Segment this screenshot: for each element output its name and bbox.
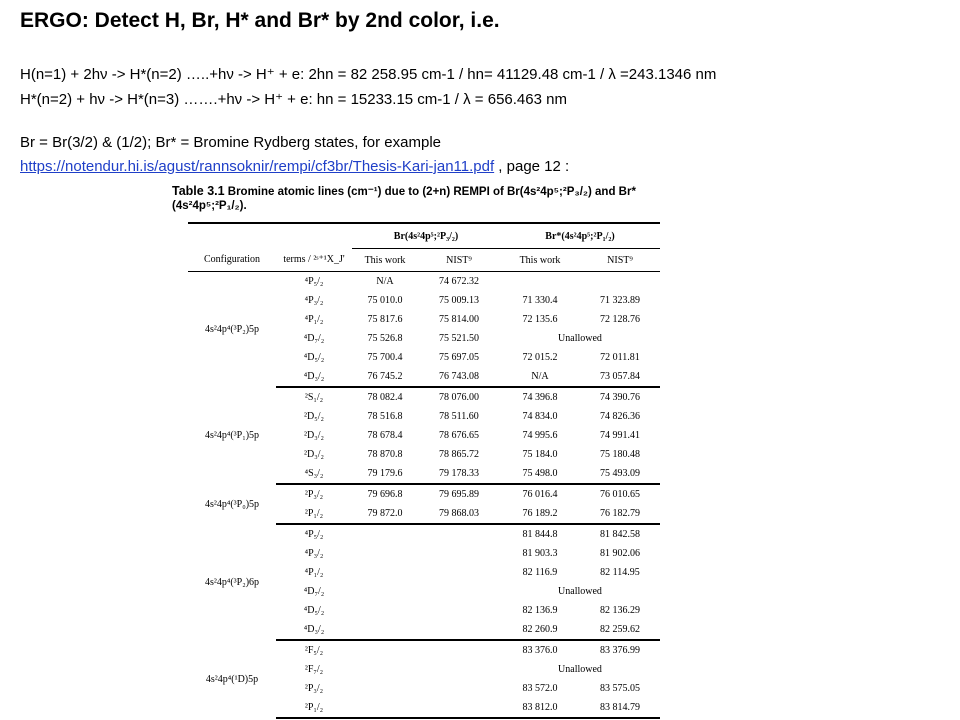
br-star-this-work-cell: 83 812.0 — [500, 698, 580, 718]
term-cell: ⁴P₁/₂ — [304, 567, 324, 578]
br-star-this-work-cell: 75 498.0 — [500, 464, 580, 484]
configuration-cell: 4s²4p⁴(¹D)5p — [205, 673, 259, 685]
br-nist-cell — [418, 582, 500, 601]
col-header-br-star-nist: NIST⁹ — [580, 249, 660, 272]
br-star-unallowed-cell: Unallowed — [558, 333, 602, 344]
table-caption — [172, 184, 672, 213]
br-this-work-cell: 75 526.8 — [367, 333, 403, 344]
term-cell: ⁴P₃/₂ — [304, 295, 324, 306]
br-nist-cell: 74 672.32 — [439, 276, 479, 287]
br-star-nist-cell: 71 323.89 — [600, 295, 640, 306]
br-star-nist-cell — [580, 272, 660, 292]
term-cell: ⁴D₃/₂ — [276, 620, 352, 640]
br-star-nist-cell: 75 493.09 — [580, 464, 660, 484]
br-star-nist-cell: 81 902.06 — [600, 548, 640, 559]
br-star-this-work-cell: 72 015.2 — [522, 352, 558, 363]
configuration-cell: 4s²4p⁴(³P₂)6p — [204, 576, 260, 588]
header-spacer — [188, 223, 276, 249]
br-this-work-cell — [352, 679, 418, 698]
term-cell: ⁴S₃/₂ — [276, 464, 352, 484]
br-this-work-cell: 79 696.8 — [367, 489, 403, 500]
br-this-work-cell: N/A — [376, 276, 394, 287]
term-cell: ²P₃/₂ — [304, 683, 324, 694]
col-header-terms: terms / ²ˢ⁺¹X_J' — [276, 249, 352, 272]
br-nist-cell — [418, 620, 500, 640]
term-cell: ²D₅/₂ — [304, 411, 324, 422]
br-nist-cell: 75 521.50 — [439, 333, 479, 344]
br-star-nist-cell: 82 259.62 — [580, 620, 660, 640]
table-row — [188, 387, 660, 407]
term-cell: ⁴P₁/₂ — [304, 314, 324, 325]
br-star-nist-cell: 73 057.84 — [580, 367, 660, 387]
config-group — [188, 484, 660, 524]
table-row — [188, 640, 660, 660]
term-cell: ⁴D₃/₂ — [276, 367, 352, 387]
configuration-cell: 4s²4p⁴(³P₂)5p — [204, 324, 260, 335]
br-star-this-work-cell: 74 834.0 — [522, 411, 558, 422]
configuration-cell: 4s²4p⁴(³P₁)5p — [204, 430, 260, 441]
header-spacer — [276, 223, 352, 249]
col-header-configuration: Configuration — [188, 249, 276, 272]
br-this-work-cell: 78 678.4 — [367, 430, 403, 441]
br-star-this-work-cell: 75 184.0 — [522, 449, 558, 460]
config-group — [188, 640, 660, 718]
br-nist-cell — [418, 640, 500, 660]
br-nist-cell — [418, 698, 500, 718]
br-star-nist-cell: 75 180.48 — [600, 449, 640, 460]
br-this-work-cell — [352, 620, 418, 640]
br-star-nist-cell: 72 128.76 — [600, 314, 640, 325]
br-star-this-work-cell: 74 995.6 — [522, 430, 558, 441]
col-header-br-this-work: This work — [352, 249, 418, 272]
configuration-cell: 4s²4p⁴(³P₀)5p — [204, 498, 260, 510]
br-this-work-cell — [352, 601, 418, 620]
term-cell: ²D₃/₂ — [304, 430, 324, 441]
term-cell: ²D₃/₂ — [304, 449, 324, 460]
br-nist-cell: 78 511.60 — [439, 411, 479, 422]
term-cell: ²P₃/₂ — [304, 489, 324, 500]
br-this-work-cell: 78 082.4 — [367, 392, 403, 403]
term-cell: ²S₁/₂ — [304, 392, 324, 403]
hydrogen-line-1: H(n=1) + 2hν -> H*(n=2) …..+hν -> H⁺ + e: 2hn = 82 258.95 cm-1 / hn= 41129.48 cm-1 / λ =243.1346 nm — [20, 66, 717, 83]
table-row — [188, 272, 660, 292]
br-star-this-work-cell: 82 260.9 — [500, 620, 580, 640]
br-star-this-work-cell: 81 903.3 — [522, 548, 558, 559]
term-cell: ⁴D₅/₂ — [303, 605, 325, 616]
br-this-work-cell — [352, 524, 418, 544]
term-cell: ⁴D₇/₂ — [303, 333, 325, 344]
table-caption-label: Table 3.1 — [172, 184, 225, 198]
br-star-nist-cell: 83 376.99 — [600, 645, 640, 656]
config-group — [188, 272, 660, 388]
hydrogen-line-2: H*(n=2) + hν -> H*(n=3) …….+hν -> H⁺ + e: hn = 15233.15 cm-1 / λ = 656.463 nm — [20, 91, 567, 108]
br-star-nist-cell: 72 011.81 — [600, 352, 640, 363]
br-this-work-cell: 79 179.6 — [352, 464, 418, 484]
br-star-this-work-cell: 72 135.6 — [522, 314, 558, 325]
term-cell: ²F₇/₂ — [304, 664, 324, 675]
term-cell: ⁴P₃/₂ — [304, 548, 324, 559]
br-star-this-work-cell: 76 016.4 — [522, 489, 558, 500]
br-this-work-cell: 78 870.8 — [367, 449, 403, 460]
br-nist-cell — [418, 660, 500, 679]
br-nist-cell: 79 695.89 — [439, 489, 479, 500]
br-star-nist-cell: 83 814.79 — [580, 698, 660, 718]
br-star-nist-cell: 74 826.36 — [600, 411, 640, 422]
col-header-br-nist: NIST⁹ — [418, 249, 500, 272]
br-nist-cell: 76 743.08 — [418, 367, 500, 387]
br-this-work-cell — [352, 698, 418, 718]
term-cell: ²F₅/₂ — [304, 645, 324, 656]
br-star-nist-cell: 82 114.95 — [600, 567, 640, 578]
table-caption-text: Bromine atomic lines (cm⁻¹) due to (2+n) REMPI of Br(4s²4p⁵;²P₃/₂) and Br*(4s²4p⁵;²P₁/₂). — [172, 186, 636, 212]
br-star-this-work-cell: 74 396.8 — [522, 392, 558, 403]
br-nist-cell — [418, 524, 500, 544]
br-star-nist-cell: 76 182.79 — [580, 504, 660, 524]
br-this-work-cell: 79 872.0 — [352, 504, 418, 524]
term-cell: ²P₁/₂ — [276, 698, 352, 718]
br-star-this-work-cell: 81 844.8 — [522, 529, 558, 540]
term-cell: ⁴D₇/₂ — [303, 586, 325, 597]
page-reference: , page 12 : — [494, 158, 570, 175]
br-star-this-work-cell: 76 189.2 — [500, 504, 580, 524]
config-group — [188, 387, 660, 484]
bromine-lines-table — [188, 222, 660, 719]
br-star-this-work-cell: 71 330.4 — [522, 295, 558, 306]
br-star-this-work-cell — [500, 272, 580, 292]
br-star-this-work-cell: 82 116.9 — [522, 567, 558, 578]
br-star-nist-cell: 76 010.65 — [600, 489, 640, 500]
br-nist-cell: 75 814.00 — [439, 314, 479, 325]
term-cell: ⁴D₅/₂ — [303, 352, 325, 363]
br-star-nist-cell: 74 390.76 — [600, 392, 640, 403]
thesis-link[interactable]: https://notendur.hi.is/agust/rannsoknir/rempi/cf3br/Thesis-Kari-jan11.pdf — [20, 158, 495, 175]
col-header-br-star-this-work: This work — [500, 249, 580, 272]
reference-line — [20, 158, 569, 175]
br-this-work-cell — [352, 563, 418, 582]
group-header-br-star: Br*(4s²4p⁵;²P₁/₂) — [500, 223, 660, 249]
br-nist-cell: 78 076.00 — [439, 392, 479, 403]
br-star-this-work-cell: 83 572.0 — [522, 683, 558, 694]
br-this-work-cell: 75 700.4 — [367, 352, 403, 363]
br-star-unallowed-cell: Unallowed — [558, 586, 602, 597]
br-this-work-cell: 75 817.6 — [367, 314, 403, 325]
br-this-work-cell: 75 010.0 — [367, 295, 403, 306]
br-nist-cell: 75 697.05 — [439, 352, 479, 363]
br-nist-cell: 78 676.65 — [439, 430, 479, 441]
group-header-br: Br(4s²4p⁵;²P₃/₂) — [352, 223, 500, 249]
br-nist-cell: 75 009.13 — [439, 295, 479, 306]
br-this-work-cell — [352, 660, 418, 679]
br-this-work-cell — [352, 544, 418, 563]
br-nist-cell — [418, 679, 500, 698]
br-nist-cell: 79 178.33 — [418, 464, 500, 484]
term-cell: ²P₁/₂ — [276, 504, 352, 524]
br-star-this-work-cell: 83 376.0 — [522, 645, 558, 656]
br-nist-cell: 79 868.03 — [418, 504, 500, 524]
br-this-work-cell: 78 516.8 — [367, 411, 403, 422]
br-star-nist-cell: 83 575.05 — [600, 683, 640, 694]
br-this-work-cell: 76 745.2 — [352, 367, 418, 387]
br-nist-cell — [418, 601, 500, 620]
table-row — [188, 524, 660, 544]
br-star-unallowed-cell: Unallowed — [558, 664, 602, 675]
br-nist-cell — [418, 544, 500, 563]
br-this-work-cell — [352, 582, 418, 601]
br-star-nist-cell: 82 136.29 — [600, 605, 640, 616]
slide-title: ERGO: Detect H, Br, H* and Br* by 2nd color, i.e. — [20, 9, 500, 32]
br-star-this-work-cell: N/A — [500, 367, 580, 387]
br-star-nist-cell: 74 991.41 — [600, 430, 640, 441]
br-star-nist-cell: 81 842.58 — [600, 529, 640, 540]
table-row — [188, 484, 660, 504]
bromine-line: Br = Br(3/2) & (1/2); Br* = Bromine Rydberg states, for example — [20, 134, 441, 151]
br-nist-cell: 78 865.72 — [439, 449, 479, 460]
term-cell: ⁴P₅/₂ — [304, 529, 324, 540]
br-nist-cell — [418, 563, 500, 582]
config-group — [188, 524, 660, 640]
br-star-this-work-cell: 82 136.9 — [522, 605, 558, 616]
term-cell: ⁴P₅/₂ — [304, 276, 324, 287]
br-this-work-cell — [352, 640, 418, 660]
